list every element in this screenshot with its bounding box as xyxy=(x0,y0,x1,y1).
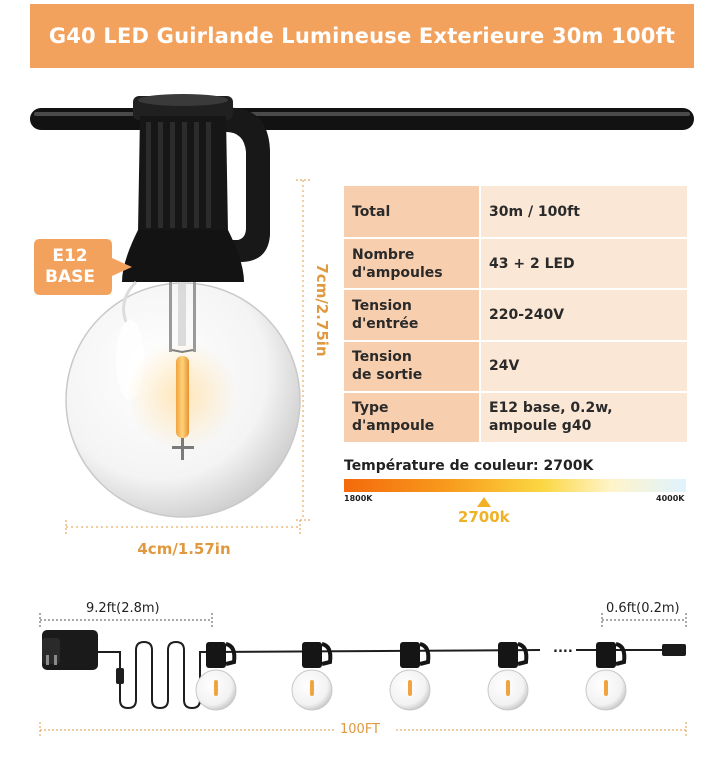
lead-length-label: 9.2ft(2.8m) xyxy=(86,601,160,616)
spec-label: Total xyxy=(344,186,480,238)
spec-label: Type d'ampoule xyxy=(344,392,480,443)
temperature-min-label: 1800K xyxy=(344,494,373,503)
spec-label: Nombre d'ampoules xyxy=(344,238,480,289)
temperature-max-label: 4000K xyxy=(656,494,685,503)
end-length-label: 0.6ft(0.2m) xyxy=(606,601,680,616)
spec-value: 220-240V xyxy=(480,289,687,340)
color-temperature-title: Température de couleur: 2700K xyxy=(344,458,594,474)
spec-value: E12 base, 0.2w, ampoule g40 xyxy=(480,392,687,443)
temperature-current-label: 2700k xyxy=(457,508,510,526)
total-length-label: 100FT xyxy=(340,722,381,737)
height-dimension: 7cm/2.75in xyxy=(313,263,331,357)
spec-label: Tension d'entrée xyxy=(344,289,480,340)
spec-value: 24V xyxy=(480,341,687,392)
spec-label: Tension de sortie xyxy=(344,341,480,392)
base-label-line2: BASE xyxy=(45,267,95,287)
base-label-line1: E12 xyxy=(52,246,88,266)
page-title: G40 LED Guirlande Lumineuse Exterieure 30m 100ft xyxy=(48,24,676,48)
spec-value: 43 + 2 LED xyxy=(480,238,687,289)
width-dimension: 4cm/1.57in xyxy=(137,540,231,558)
ellipsis-text: .... xyxy=(553,641,573,656)
spec-value: 30m / 100ft xyxy=(480,186,687,238)
